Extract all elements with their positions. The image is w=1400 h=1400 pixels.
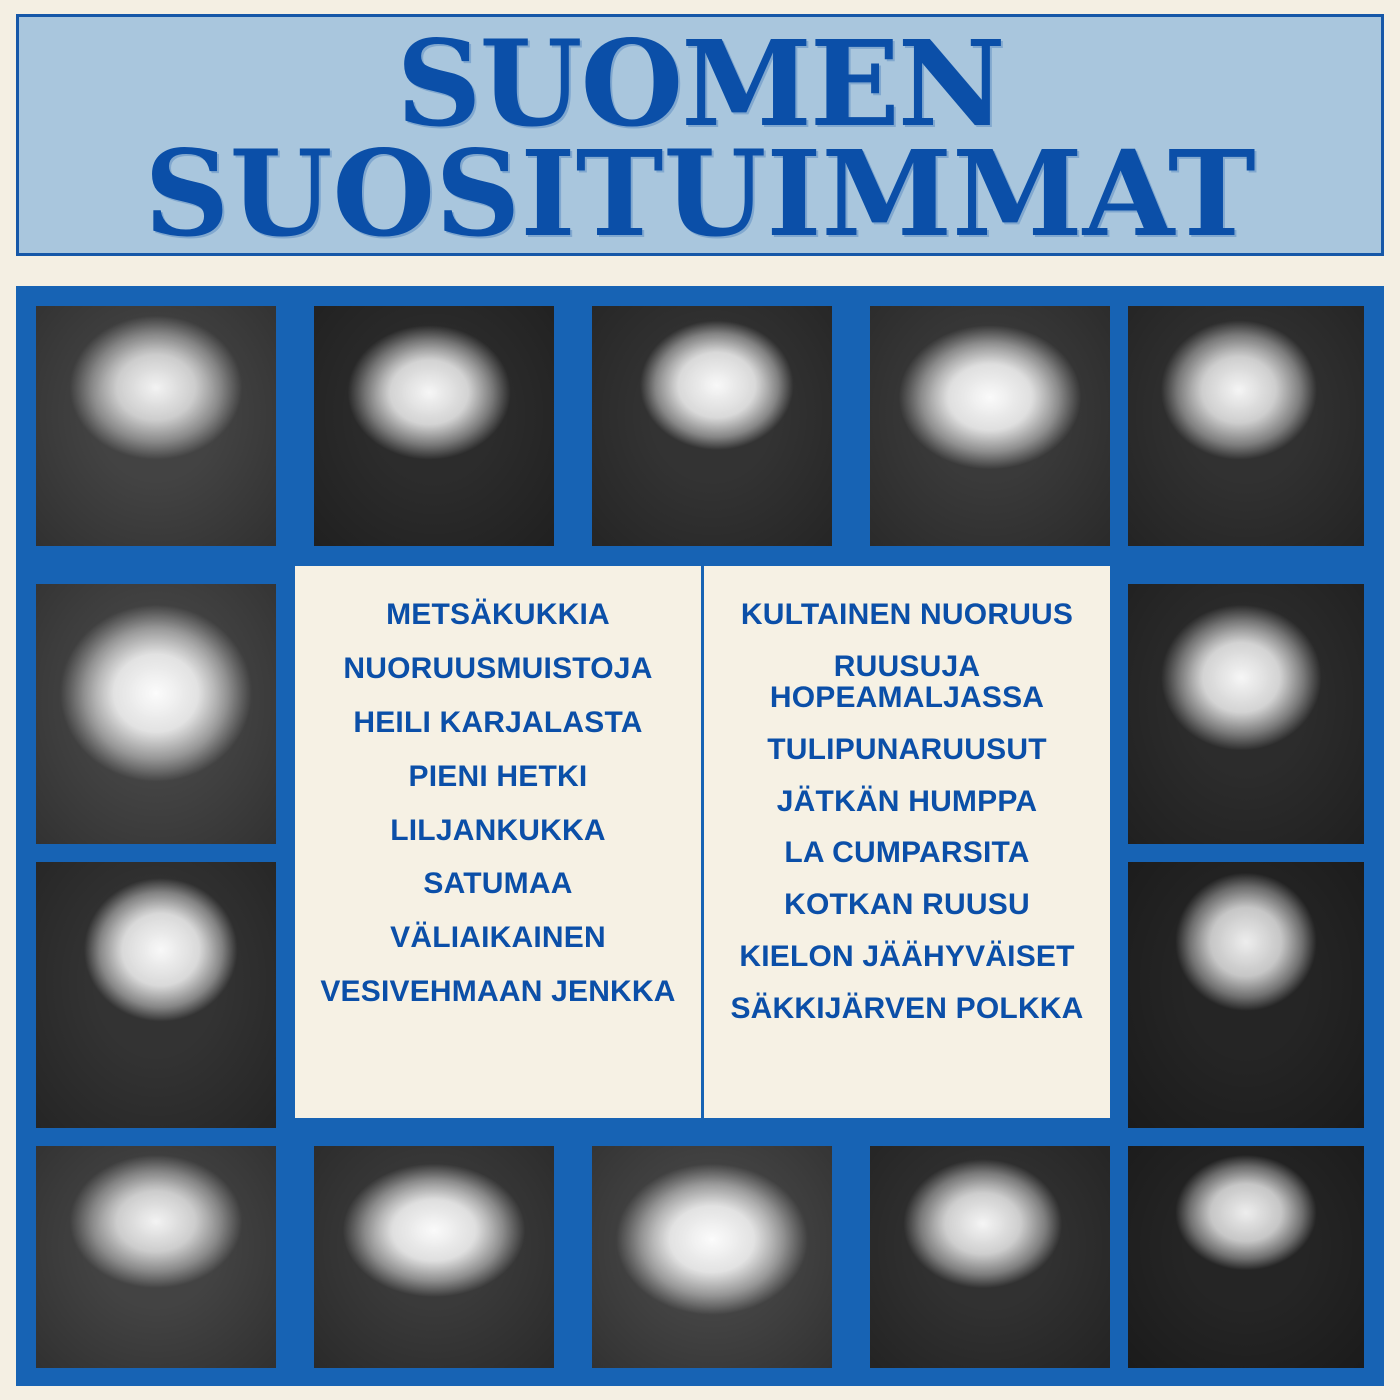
track-item: LA CUMPARSITA — [784, 836, 1030, 870]
photo-11 — [314, 1146, 554, 1368]
track-item: HEILI KARJALASTA — [353, 705, 643, 739]
tracklist-side-a — [295, 566, 704, 1118]
title-band — [16, 14, 1384, 263]
photo-2 — [314, 306, 554, 546]
photo-1 — [36, 306, 276, 546]
photo-13 — [870, 1146, 1110, 1368]
album-title-line-1: SUOMEN — [396, 14, 1004, 153]
photo-4 — [870, 306, 1110, 546]
track-item: KOTKAN RUUSU — [784, 888, 1030, 922]
track-item: JÄTKÄN HUMPPA — [776, 784, 1038, 818]
track-item: METSÄKUKKIA — [386, 598, 610, 631]
track-item: VESIVEHMAAN JENKKA — [320, 975, 676, 1009]
photo-9 — [1128, 862, 1364, 1128]
photo-6 — [36, 584, 276, 844]
tracklist-panel — [295, 566, 1110, 1118]
track-item: NUORUUSMUISTOJA — [343, 651, 653, 685]
photo-7 — [1128, 584, 1364, 844]
track-item: TULIPUNARUUSUT — [767, 732, 1047, 766]
track-item: PIENI HETKI — [408, 759, 588, 793]
photo-12 — [592, 1146, 832, 1368]
photo-3 — [592, 306, 832, 546]
track-item: RUUSUJA HOPEAMALJASSA — [769, 649, 1045, 714]
tracklist-side-b — [704, 566, 1110, 1118]
photo-5 — [1128, 306, 1364, 546]
photo-10 — [36, 1146, 276, 1368]
photo-8 — [36, 862, 276, 1128]
track-item: KIELON JÄÄHYVÄISET — [739, 940, 1075, 974]
track-item: VÄLIAIKAINEN — [390, 921, 606, 955]
photo-grid-panel — [16, 286, 1384, 1386]
track-item: KULTAINEN NUORUUS — [740, 598, 1074, 631]
photo-14 — [1128, 1146, 1364, 1368]
track-item: LILJANKUKKA — [390, 813, 606, 847]
album-title-line-2: SUOSITUIMMAT — [144, 124, 1256, 263]
track-item: SATUMAA — [423, 867, 573, 901]
track-item: SÄKKIJÄRVEN POLKKA — [730, 992, 1084, 1026]
